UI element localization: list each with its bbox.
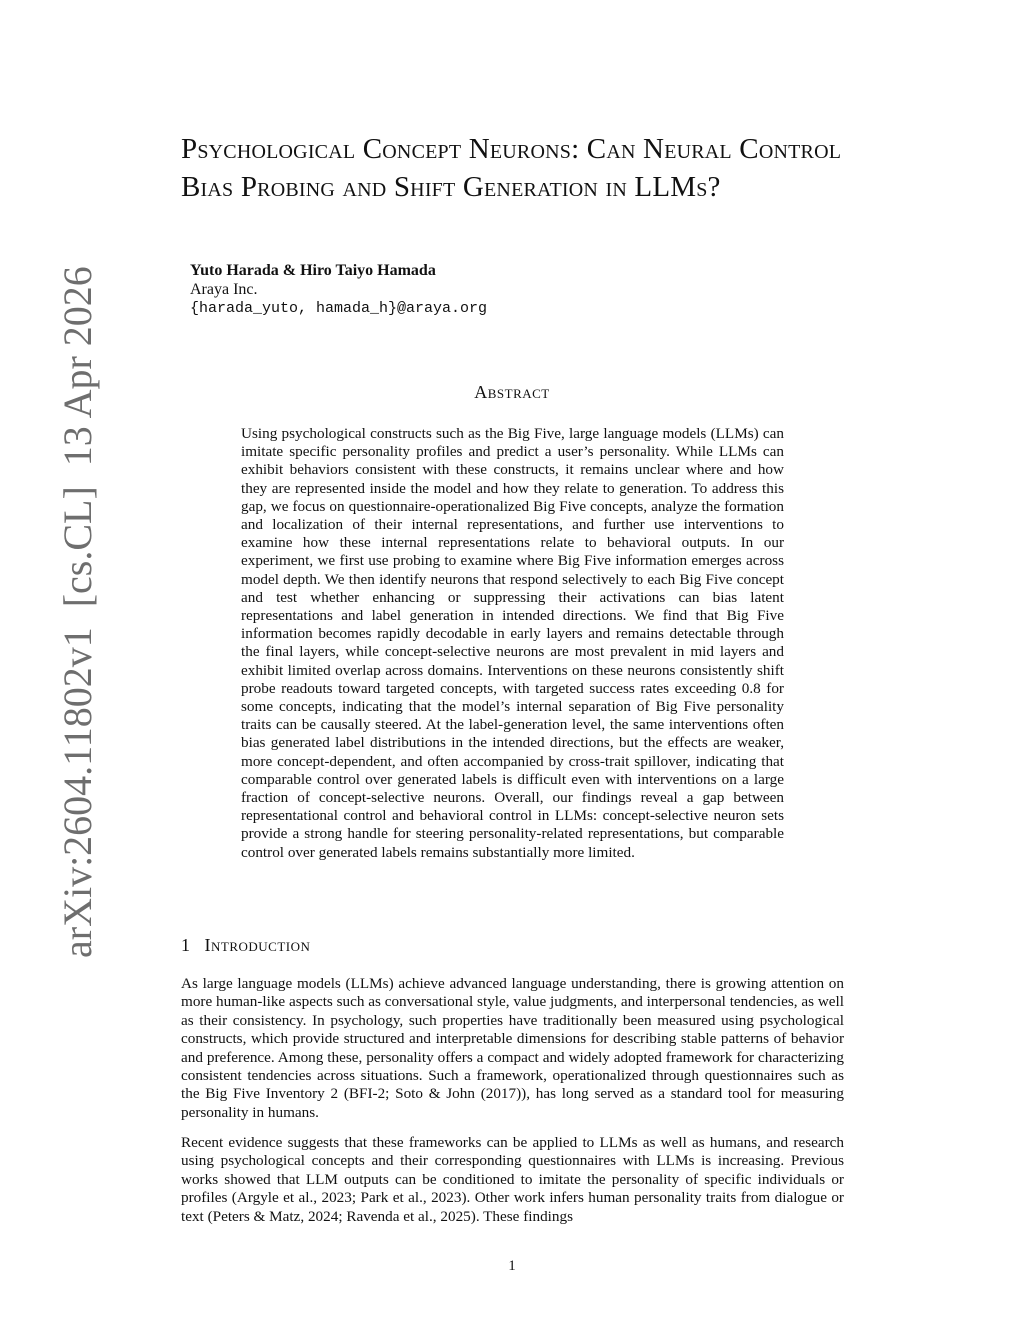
author-block [190, 261, 790, 318]
section-heading-introduction [181, 935, 310, 956]
arxiv-identifier: arXiv:2604.11802v1 [cs.CL] 13 Apr 2026 [55, 266, 100, 958]
section-number: 1 [181, 935, 191, 955]
introduction-paragraph: Recent evidence suggests that these frameworks can be applied to LLMs as well as humans, and research using psychological concepts and their corresponding questionnaires with LLMs is increasing. Previous works showed that LLM outputs can be conditioned to imitate the personality of specific individuals or profiles (Argyle et al., 2023; Park et al., 2023). Other work infers human personality traits from dialogue or text (Peters & Matz, 2024; Ravenda et al., 2025). These findings [181, 1134, 844, 1225]
introduction-paragraph: As large language models (LLMs) achieve advanced language understanding, there is growing attention on more human-like aspects such as conversational style, value judgments, and interpersonal tendencies, as well as their consistency. In psychology, such properties have traditionally been measured using psychological constructs, which provide structured and interpretable dimensions for describing stable patterns of behavior and preference. Among these, personality offers a compact and widely adopted framework for characterizing consistent tendencies across situations. Such a framework, operationalized through questionnaires such as the Big Five Inventory 2 (BFI-2; Soto & John (2017)), has long served as a standard tool for measuring personality in humans. [181, 975, 844, 1121]
paper-title: Psychological Concept Neurons: Can Neural Control Bias Probing and Shift Generation in LLMs? [181, 133, 842, 203]
section-title: Introduction [204, 935, 311, 955]
author-affiliation: Araya Inc. [190, 281, 258, 298]
author-email[interactable]: {harada_yuto, hamada_h}@araya.org [190, 300, 488, 317]
abstract-heading: Abstract [474, 382, 550, 402]
page-number: 1 [508, 1258, 516, 1274]
author-names: Yuto Harada & Hiro Taiyo Hamada [190, 262, 436, 279]
abstract-text: Using psychological constructs such as the Big Five, large language models (LLMs) can imitate specific personality profiles and predict a user’s personality. While LLMs can exhibit behaviors consistent with these constructs, it remains unclear where and how they are represented inside the model and how they relate to generation. To address this gap, we focus on questionnaire-operationalized Big Five concepts, analyze the formation and localization of their internal representations, and further use interventions to examine how these internal representations relate to behavioral outputs. In our experiment, we first use probing to examine where Big Five information emerges across model depth. We then identify neurons that respond selectively to each Big Five concept and test whether enhancing or suppressing their activations can bias latent representations and label generation in intended directions. We find that Big Five information becomes rapidly decodable in early layers and remains detectable through the final layers, while concept-selective neurons are most prevalent in mid layers and exhibit limited overlap across domains. Interventions on these neurons consistently shift probe readouts toward targeted concepts, with targeted success rates exceeding 0.8 for some concepts, indicating that the model’s internal separation of Big Five personality traits can be causally steered. At the label-generation level, the same interventions often bias generated label distributions in the intended directions, but the effects are weaker, more concept-dependent, and often accompanied by cross-trait spillover, indicating that comparable control over generated labels is difficult even with interventions on a large fraction of concept-selective neurons. Overall, our findings reveal a gap between representational control and behavioral control in LLMs: concept-selective neuron sets provide a strong handle for steering personality-related representations, but comparable control over generated labels remains substantially more limited. [241, 425, 784, 861]
